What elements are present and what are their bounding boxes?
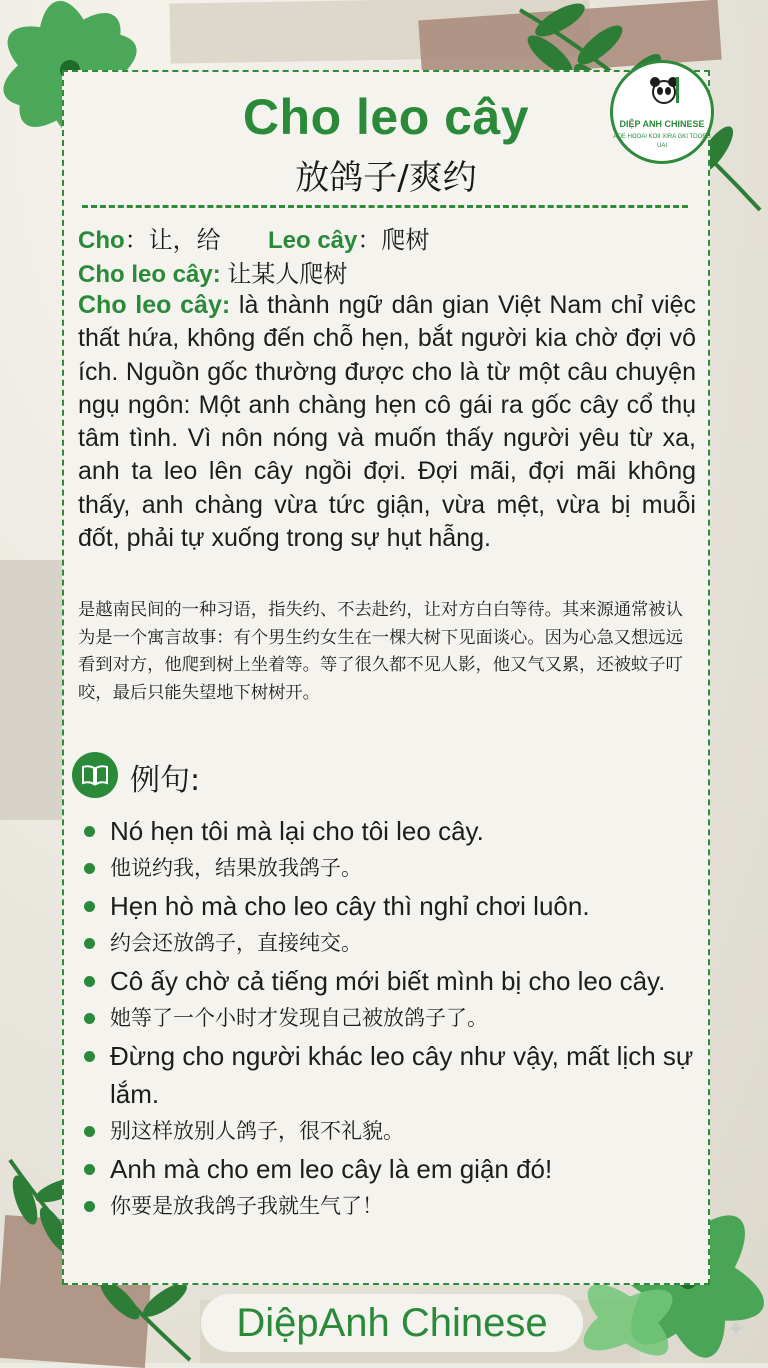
bullet-icon (84, 901, 95, 912)
example-item: Nó hẹn tôi mà lại cho tôi leo cây. (82, 812, 702, 850)
def-cho-value: ：让，给 (124, 227, 221, 254)
example-item: 她等了一个小时才发现自己被放鸽子了。 (82, 1000, 702, 1037)
def-cho-label: Cho (78, 227, 125, 254)
bullet-icon (84, 1201, 95, 1212)
bullet-icon (84, 1164, 95, 1175)
bullet-icon (84, 938, 95, 949)
explanation-label: Cho leo cây: (78, 291, 231, 319)
examples-list (82, 812, 702, 1225)
example-item: 你要是放我鸽子我就生气了！ (82, 1188, 702, 1225)
logo-tagline: AOE HOOAI KOII XIRA GKI TOORS UAI (613, 134, 711, 149)
sparkle-icon: ✦ (726, 1315, 747, 1343)
bullet-icon (84, 1126, 95, 1137)
torn-paper-left (0, 560, 70, 820)
example-item: Cô ấy chờ cả tiếng mới biết mình bị cho leo cây. (82, 962, 702, 1000)
logo-name: DIỆP ANH CHINESE (619, 119, 705, 129)
definition-line-1 (78, 224, 698, 258)
example-item: 别这样放别人鸽子，很不礼貌。 (82, 1113, 702, 1150)
definition-block (78, 224, 698, 292)
example-item: 他说约我，结果放我鸽子。 (82, 850, 702, 887)
brand-logo (610, 60, 714, 164)
example-item: Đừng cho người khác leo cây như vậy, mất lịch sự lắm. (82, 1037, 702, 1113)
definition-line-2 (78, 258, 698, 292)
page-subtitle: 放鸽子/爽约 (295, 158, 477, 198)
bullet-icon (84, 976, 95, 987)
def-leocay-label: Leo cây (268, 227, 358, 254)
explanation-vi (78, 289, 696, 555)
example-item: Anh mà cho em leo cây là em giận đó! (82, 1150, 702, 1188)
page-title: Cho leo cây (242, 89, 530, 145)
title-divider (82, 205, 688, 208)
example-item: 约会还放鸽子，直接纯交。 (82, 925, 702, 962)
def-leocay-value: ：爬树 (357, 227, 430, 254)
explanation-vi-text: là thành ngữ dân gian Việt Nam chỉ việc thất hứa, không đến chỗ hẹn, bắt người kia chờ đợi vô ích. Nguồn gốc thường được cho là từ một câu chuyện ngụ ngôn: Một anh chàng hẹn cô gái ra gốc cây cổ thụ tâm tình. Vì nôn nóng và muốn thấy người yêu từ xa, anh ta leo lên cây ngồi đợi. Đợi mãi, đợi mãi không thấy, anh chàng vừa tức giận, vừa mệt, vừa bị muỗi đốt, phải tự xuống trong sự hụt hẫng. (78, 291, 696, 553)
def-cholc-label: Cho leo cây: (78, 261, 221, 288)
bullet-icon (84, 826, 95, 837)
bullet-icon (84, 863, 95, 874)
brand-footer: DiệpAnh Chinese (201, 1294, 583, 1352)
bullet-icon (84, 1051, 95, 1062)
examples-heading: 例句: (130, 763, 201, 798)
def-cholc-value: 让某人爬树 (220, 261, 348, 288)
explanation-zh: 是越南民间的一种习语，指失约、不去赴约，让对方白白等待。其来源通常被认为是一个寓言故事：有个男生约女生在一棵大树下见面谈心。因为心急又想远远看到对方，他爬到树上坐着等。等了很久都不见人影，他又气又累，还被蚊子叮咬，最后只能失望地下树树开。 (78, 600, 683, 703)
bullet-icon (84, 1013, 95, 1024)
panda-bamboo-icon (647, 75, 681, 105)
example-item: Hẹn hò mà cho leo cây thì nghỉ chơi luôn. (82, 887, 702, 925)
book-icon (72, 752, 118, 798)
